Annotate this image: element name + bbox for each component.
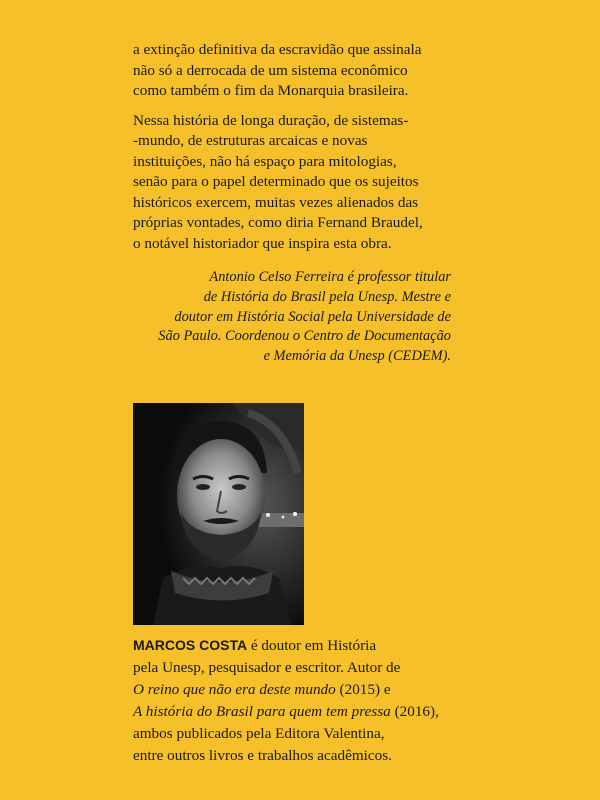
book-title: O reino que não era deste mundo [133, 681, 336, 698]
bio-line [133, 701, 453, 723]
text-line: -mundo, de estruturas arcaicas e novas [133, 132, 368, 149]
text-line: como também o fim da Monarquia brasileira. [133, 82, 409, 99]
quote-line: doutor em História Social pela Universidade de [174, 308, 451, 325]
text-column [133, 40, 451, 367]
bio-line: pela Unesp, pesquisador e escritor. Autor de [133, 659, 401, 676]
bio-text: (2015) e [335, 681, 391, 698]
bio-line: entre outros livros e trabalhos acadêmicos. [133, 747, 392, 764]
quote-line: Antonio Celso Ferreira é professor titular [209, 269, 451, 285]
book-title: A história do Brasil para quem tem pressa [133, 703, 391, 720]
quote-line: São Paulo. Coordenou o Centro de Documentação [158, 328, 451, 345]
bio-text: (2016), [390, 703, 439, 720]
quote-line: e Memória da Unesp (CEDEM). [263, 348, 451, 365]
quote-line: de História do Brasil pela Unesp. Mestre e [203, 288, 451, 305]
text-line: senão para o papel determinado que os sujeitos [133, 173, 419, 190]
text-line: o notável historiador que inspira esta obra. [133, 234, 392, 252]
text-line: próprias vontades, como diria Fernand Braudel, [133, 214, 423, 231]
text-line: históricos exercem, muitas vezes alienados das [133, 193, 419, 211]
endorsement-quote [133, 268, 451, 367]
text-line: Nessa história de longa duração, de sistemas- [133, 111, 409, 129]
text-line: instituições, não há espaço para mitologias, [133, 152, 397, 170]
bio-text: é doutor em História [247, 637, 377, 654]
text-line: a extinção definitiva da escravidão que assinala [133, 41, 422, 58]
author-name: MARCOS COSTA [133, 637, 248, 653]
bio-line [133, 634, 453, 657]
author-photo [133, 403, 304, 625]
bio-line: ambos publicados pela Editora Valentina, [133, 725, 385, 742]
bio-line [133, 679, 453, 701]
paragraph-1 [133, 40, 451, 102]
text-line: não só a derrocada de um sistema econômico [133, 61, 408, 79]
author-bio [133, 634, 453, 767]
paragraph-2 [133, 111, 451, 255]
